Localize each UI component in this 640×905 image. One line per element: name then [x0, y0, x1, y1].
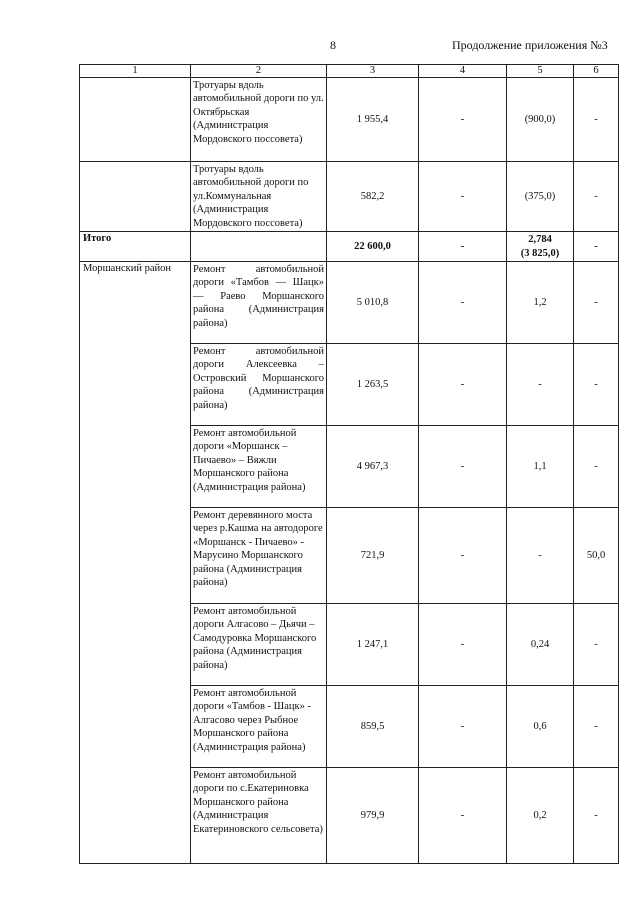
district-name: Моршанский район: [80, 262, 191, 864]
cell-value: -: [419, 344, 507, 426]
cell-value: 1,1: [507, 426, 574, 508]
cell-description: Ремонт автомобильной дороги по с.Екатериновка Моршанского района (Администрация Екатериновского сельсовета): [191, 768, 327, 864]
cell-value: -: [574, 604, 619, 686]
cell-value: -: [574, 162, 619, 232]
cell-value: (900,0): [507, 78, 574, 162]
page-number: 8: [330, 38, 336, 52]
cell-value: 5 010,8: [327, 262, 419, 344]
cell-description: Ремонт автомобильной дороги «Моршанск – Пичаево» – Вяжли Моршанского района (Администрация района): [191, 426, 327, 508]
cell-value: -: [419, 508, 507, 604]
cell-description: Тротуары вдоль автомобильной дороги по ул.Коммунальная (Администрация Мордовского поссовета): [191, 162, 327, 232]
cell-value: -: [574, 78, 619, 162]
cell-value: -: [574, 768, 619, 864]
cell-value: 0,6: [507, 686, 574, 768]
cell-description: Ремонт автомобильной дороги «Тамбов - Шацк» - Алгасово через Рыбное Моршанского района (Администрация района): [191, 686, 327, 768]
cell-value: -: [574, 344, 619, 426]
column-header: 2: [191, 65, 327, 78]
total-label: Итого: [80, 232, 191, 262]
cell-description: Ремонт автомобильной дороги Алгасово – Дьячи – Самодуровка Моршанского района (Администрация района): [191, 604, 327, 686]
cell-value: -: [419, 604, 507, 686]
total-value: [507, 232, 574, 262]
cell-description: Ремонт автомобильной дороги «Тамбов — Шацк» — Раево Моршанского района (Администрация района): [191, 262, 327, 344]
cell-value: -: [574, 426, 619, 508]
total-value-line2: (3 825,0): [520, 247, 560, 259]
cell-value: -: [419, 162, 507, 232]
cell-value: 859,5: [327, 686, 419, 768]
cell-value: 1 263,5: [327, 344, 419, 426]
cell-value: 721,9: [327, 508, 419, 604]
cell-value: (375,0): [507, 162, 574, 232]
cell-value: 4 967,3: [327, 426, 419, 508]
column-header: 3: [327, 65, 419, 78]
cell-value: 979,9: [327, 768, 419, 864]
cell-value: 1 955,4: [327, 78, 419, 162]
cell-description: Ремонт автомобильной дороги Алексеевка – Островский Моршанского района (Администрация района): [191, 344, 327, 426]
cell-value: -: [419, 262, 507, 344]
cell-empty: [191, 232, 327, 262]
column-header: 5: [507, 65, 574, 78]
cell-value: -: [419, 78, 507, 162]
cell-value: -: [574, 262, 619, 344]
cell-value: -: [419, 686, 507, 768]
total-value: 22 600,0: [327, 232, 419, 262]
cell-description: Тротуары вдоль автомобильной дороги по ул. Октябрьская (Администрация Мордовского поссовета): [191, 78, 327, 162]
cell-empty: [80, 78, 191, 162]
cell-value: -: [507, 344, 574, 426]
cell-value: 50,0: [574, 508, 619, 604]
appendix-table: [79, 64, 619, 864]
column-number-row: [80, 65, 619, 78]
cell-value: -: [419, 768, 507, 864]
cell-value: 1,2: [507, 262, 574, 344]
column-header: 6: [574, 65, 619, 78]
cell-value: -: [574, 686, 619, 768]
cell-value: -: [419, 426, 507, 508]
cell-value: 582,2: [327, 162, 419, 232]
cell-value: 0,2: [507, 768, 574, 864]
table-row: [80, 162, 619, 232]
total-value: -: [419, 232, 507, 262]
column-header: 4: [419, 65, 507, 78]
header-note: Продолжение приложения №3: [452, 38, 608, 52]
cell-description: Ремонт деревянного моста через р.Кашма на автодороге «Моршанск - Пичаево» - Марусино Моршанского района (Администрация района): [191, 508, 327, 604]
total-value: -: [574, 232, 619, 262]
total-value-line1: 2,784: [528, 234, 552, 246]
cell-empty: [80, 162, 191, 232]
cell-value: -: [507, 508, 574, 604]
column-header: 1: [80, 65, 191, 78]
cell-value: 1 247,1: [327, 604, 419, 686]
cell-value: 0,24: [507, 604, 574, 686]
table-row: [80, 78, 619, 162]
table-row: [80, 262, 619, 344]
total-row: [80, 232, 619, 262]
